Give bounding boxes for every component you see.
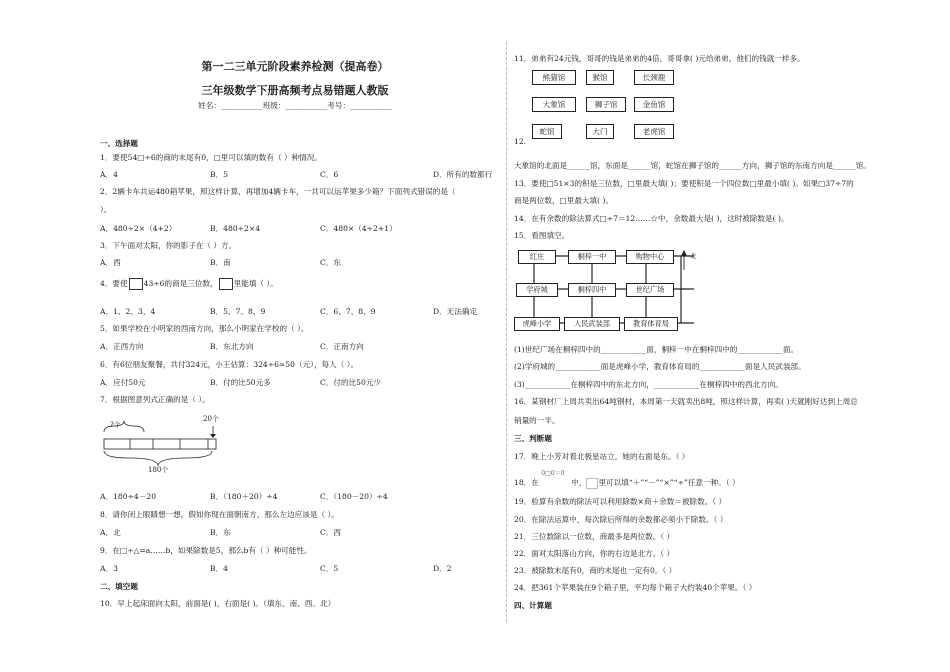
q8-option-b: B．东	[210, 528, 231, 537]
q18-text-c: 里可以填“＋”“－”“×”“÷”任意一种。（ ）	[598, 478, 740, 487]
q7-total-label: 180个	[148, 466, 169, 474]
question-6: 6．有6位朋友聚餐，共付324元，小王估算：324÷6≈50（元），每人（ ）。	[100, 360, 359, 369]
q8-option-c: C．西	[320, 528, 341, 537]
q4-text-b: 43÷6的商是三位数，	[143, 279, 218, 288]
hall-snake: 蛇馆	[532, 124, 562, 139]
question-17: 17．晚上小芳对着北极星站立，她的右面是东。（ ）	[514, 452, 690, 461]
map-education-bureau: 教育体育局	[624, 317, 678, 331]
question-8: 8．请你闭上眼睛想一想，假如你现在面朝南方，那么左边应该是（ ）。	[100, 510, 339, 519]
section-choice: 一、选择题	[100, 139, 138, 148]
question-2: 2．2辆卡车共运480箱苹果，照这样计算，再增加4辆卡车，一共可以运苹果多少箱？下面列式错误的是（	[100, 187, 456, 196]
q4-text-c: 里能填（ ）。	[233, 279, 278, 288]
q18-equation-text: 0□0＝0	[541, 470, 565, 477]
section-true-false: 三、判断题	[514, 434, 552, 443]
question-15-1: (1)世纪广场在桐梓四中的____________面，桐梓一中在桐梓四中的____________面。	[514, 345, 799, 354]
q5-option-a: A．正西方向	[100, 342, 144, 351]
q5-option-c: C．正南方向	[320, 342, 364, 351]
q7-option-c: C．（180－20）÷4	[320, 492, 388, 501]
q9-option-d: D．2	[433, 564, 452, 573]
question-12: 大象馆的北面是______馆，东面是______馆，蛇馆在狮子馆的______方向，狮子馆的东南方向是______馆。	[514, 161, 871, 170]
question-9: 9．在□÷△=a……b，如果除数是5，那么b有（ ）种可能性。	[100, 546, 312, 555]
q3-option-b: B．南	[210, 258, 231, 267]
section-fill-blank: 二、填空题	[100, 582, 138, 591]
q1-option-b: B．5	[210, 170, 229, 179]
question-22: 22．面对太阳落山方向，你的右边是北方。（ ）	[514, 549, 675, 558]
question-11: 11．弟弟有24元钱，哥哥的钱是弟弟的4倍，哥哥拿( )元给弟弟，他们的钱就一样多。	[514, 54, 805, 63]
map-shopping-center: 购物中心	[626, 250, 674, 264]
q3-option-c: C．东	[320, 258, 341, 267]
map-tongzi-no1: 桐梓一中	[568, 250, 616, 264]
q9-option-a: A．3	[100, 564, 118, 573]
column-divider	[506, 42, 507, 622]
question-18	[514, 470, 740, 489]
question-15: 15．看图填空。	[514, 231, 570, 240]
question-15-2: (2)学府城的____________面是虎峰小学，教育体育局的____________面是人民武装部。	[514, 362, 806, 371]
q4-option-b: B．5、7、8、9	[210, 307, 266, 316]
hall-panda: 熊猫馆	[532, 70, 576, 85]
map-hongzhuang: 红庄	[518, 250, 556, 264]
q7-bar-diagram	[100, 410, 240, 475]
question-21: 21．三位数除以一位数，商最多是两位数。（ ）	[514, 532, 675, 541]
q7-option-b: B．（180＋20）÷4	[210, 492, 278, 501]
q7-extra-label: 20个	[203, 415, 219, 423]
q2-option-b: B．480÷2×4	[210, 224, 261, 233]
question-1: 1．要使54□÷6的商的末尾有0，□里可以填的数有（ ）种情况。	[100, 153, 322, 162]
question-15-3: (3)____________在桐梓四中的东北方向，____________在桐梓四中的西北方向。	[514, 380, 783, 389]
q7-option-a: A．180÷4－20	[100, 492, 157, 501]
answer-box	[129, 278, 143, 290]
question-4	[100, 278, 278, 290]
question-5: 5．如果学校在小明家的西南方向，那么小明家在学校的（ ）。	[100, 324, 309, 333]
map-xuefucheng: 学府城	[516, 283, 558, 297]
exam-title: 第一二三单元阶段素养检测（提高卷）	[201, 60, 389, 73]
q6-option-c: C．付的比50元少	[320, 378, 382, 387]
north-label: 北	[690, 252, 697, 260]
q4-option-c: C．6、7、8、9	[320, 307, 376, 316]
q9-option-b: B．4	[210, 564, 229, 573]
question-16-cont: 销量的一半。	[514, 416, 560, 425]
hall-elephant: 大象馆	[532, 97, 576, 112]
north-arrow-icon	[678, 248, 690, 272]
q6-option-a: A．应付50元	[100, 378, 146, 387]
q18-equation-figure	[541, 470, 571, 485]
question-3: 3．下午面对太阳，你的影子在（ ）方。	[100, 241, 237, 250]
question-20: 20．在除法运算中，每次除后所得的余数都必须小于除数。（ ）	[514, 515, 728, 524]
q2-option-a: A．480÷2×（4+2）	[100, 224, 177, 233]
q4-option-d: D．无法确定	[433, 307, 478, 316]
answer-box	[219, 278, 233, 290]
q4-text-a: 4．要使	[100, 279, 128, 288]
hall-tiger: 老虎馆	[634, 124, 674, 139]
exam-subtitle: 三年级数学下册高频考点易错题人教版	[201, 84, 389, 97]
hall-goldfish: 金鱼馆	[634, 97, 674, 112]
q7-unknown-label: ?个	[110, 421, 121, 429]
question-12-number: 12.	[514, 137, 527, 146]
map-armed-forces-dept: 人民武装部	[564, 317, 620, 331]
hall-gate: 大门	[586, 124, 614, 139]
q9-option-c: C．5	[320, 564, 339, 573]
q1-option-d: D．所有的数都行	[433, 170, 493, 179]
question-13: 13．要使□51×3的积是三位数，□里最大填( )；要使积是一个四位数□里最小填( )。如果□37÷7的	[514, 179, 854, 188]
student-info-line: 姓名：___________班级：___________考号：___________	[198, 101, 392, 110]
q8-option-a: A．北	[100, 528, 121, 537]
q4-option-a: A．1、2、3、4	[100, 307, 156, 316]
q3-option-a: A．西	[100, 258, 121, 267]
question-2-end: ）。	[100, 205, 112, 214]
q2-option-c: C．480×（4÷2+1）	[320, 224, 397, 233]
question-7: 7．根据图意列式正确的是（ ）。	[100, 395, 210, 404]
q18-text-b: 中，	[571, 478, 587, 487]
map-tongzi-no4: 桐梓四中	[568, 283, 616, 297]
question-19: 19．验算有余数的除法可以利用除数×商＋余数＝被除数。（ ）	[514, 497, 727, 506]
map-hufeng-school: 虎峰小学	[514, 317, 560, 331]
hall-giraffe: 长颈鹿	[634, 70, 674, 85]
q1-option-a: A．4	[100, 170, 118, 179]
q5-option-b: B．东北方向	[210, 342, 254, 351]
question-16: 16．某钢材厂上周共卖出64吨钢材，本周第一天就卖出8吨，照这样计算，再卖( )天就刚好达到上周总	[514, 397, 858, 406]
question-23: 23．被除数末尾有0，商的末尾也一定有0。（ ）	[514, 566, 677, 575]
question-10: 10．早上起床面向太阳，前面是( )，右面是( )。（填东、南、西、北）	[100, 599, 336, 608]
q6-option-b: B．付的比50元多	[210, 378, 271, 387]
answer-box	[586, 478, 598, 489]
q18-text-a: 18．在	[514, 478, 539, 487]
hall-monkey: 猴馆	[586, 70, 614, 85]
question-24: 24．把361个苹果装在9个箱子里，平均每个箱子大约装40个苹果。（ ）	[514, 583, 757, 592]
question-14: 14．在有余数的除法算式□÷7＝12……☆中，余数最大是( )，这时被除数是( )。	[514, 214, 789, 223]
section-calculation: 四、计算题	[514, 601, 552, 610]
hall-lion: 狮子馆	[586, 97, 626, 112]
map-century-square: 世纪广场	[626, 283, 674, 297]
question-13-cont: 商是两位数，□里最大填( )。	[514, 196, 614, 205]
q1-option-c: C．6	[320, 170, 339, 179]
